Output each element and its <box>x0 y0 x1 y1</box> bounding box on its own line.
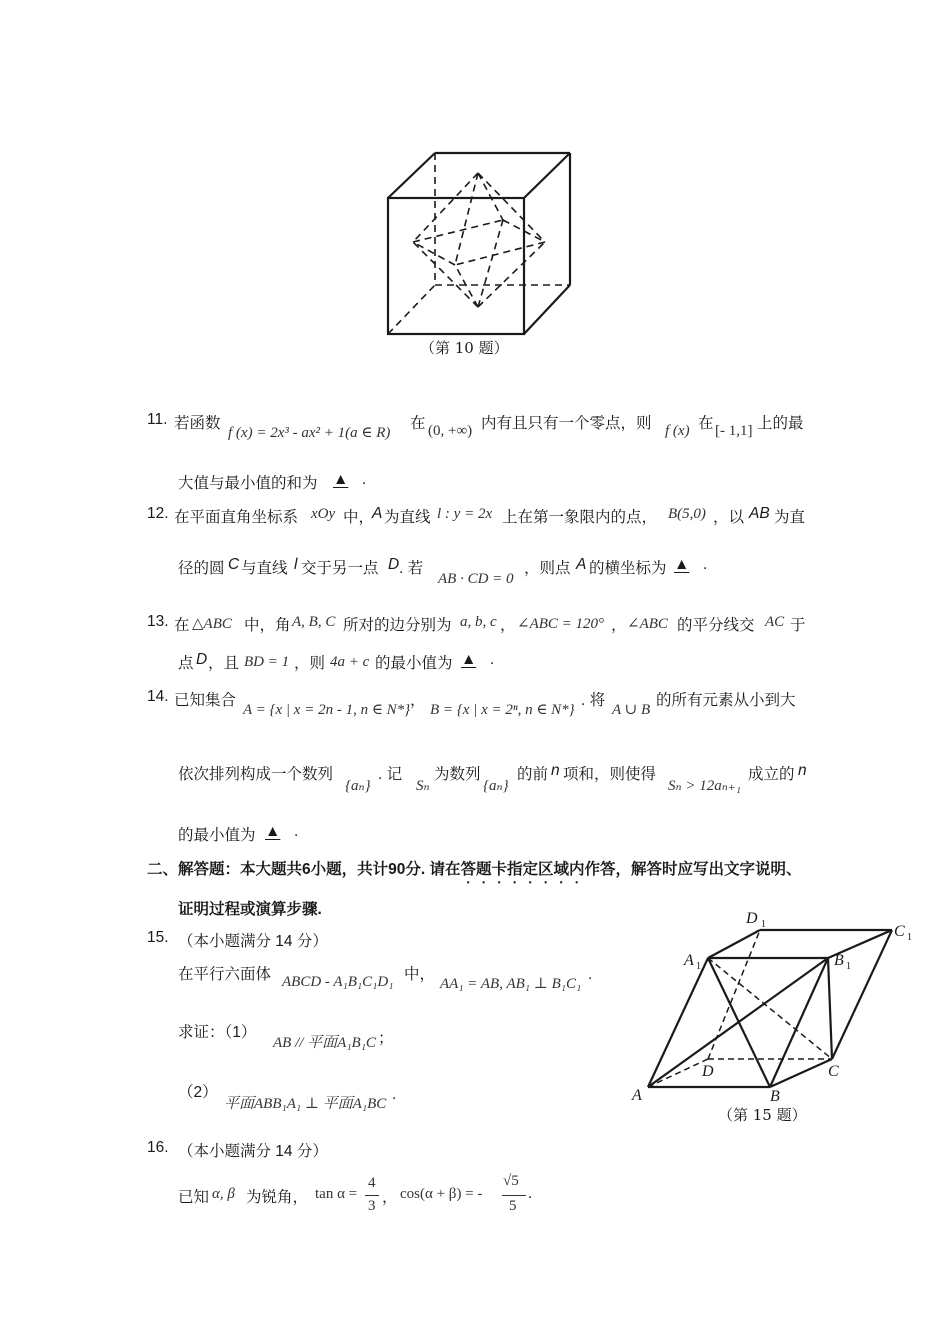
q12-circle-c: C <box>228 556 240 573</box>
q12-point-b: B(5,0) <box>668 506 706 522</box>
label-b: B <box>770 1088 780 1105</box>
q16-tan-denominator: 3 <box>368 1198 376 1214</box>
q15-dot: . <box>392 1086 397 1103</box>
q15-prove: 求证：（1） <box>178 1024 257 1041</box>
label-a1-sub: 1 <box>696 961 701 972</box>
q15-part-2: 平面ABB₁A₁ ⊥ 平面A₁BC <box>224 1096 387 1112</box>
q14-sequence-2: {aₙ} <box>483 778 509 794</box>
label-b1-sub: 1 <box>846 961 851 972</box>
q13-text-3: 所对的边分别为 <box>343 617 452 634</box>
part2-text-2: 作答，解答时应写出文字说明、 <box>584 861 802 878</box>
label-d1-sub: 1 <box>761 919 766 930</box>
q16-cos: cos(α + β) = - <box>400 1186 483 1202</box>
q13-bd: BD = 1 <box>244 654 290 670</box>
q16-text-2: 为锐角， <box>246 1189 309 1206</box>
label-d1: D <box>746 910 758 927</box>
q15-score: （本小题满分 14 分） <box>178 933 328 950</box>
q11-fx: f (x) <box>665 423 690 439</box>
q12-end: . <box>703 556 708 573</box>
q13-sides: a, b, c <box>460 614 497 630</box>
q13-point-d: D <box>196 651 208 668</box>
q15-part-1: AB // 平面A₁B₁C <box>273 1035 376 1051</box>
q11-text-5: 上的最 <box>757 415 804 432</box>
q12-number: 12. <box>147 505 169 522</box>
q14-union: A ∪ B <box>612 702 651 718</box>
q13-text-4: ， <box>500 617 516 634</box>
q12-point-a: A <box>372 505 383 522</box>
q11-answer-blank[interactable]: ▲ <box>333 471 349 488</box>
q16-cos-numerator: √5 <box>503 1173 519 1189</box>
q11-end: . <box>362 471 367 488</box>
q14-text-6: 为数列 <box>434 766 481 783</box>
q13-text-11: 的最小值为 <box>375 655 453 672</box>
q12-line-l: l <box>294 556 298 573</box>
label-b1: B <box>834 952 844 969</box>
label-c1-sub: 1 <box>907 932 912 943</box>
q16-tan-fraction-bar <box>365 1195 379 1196</box>
q13-number: 13. <box>147 613 169 630</box>
q15-number: 15. <box>147 929 169 946</box>
q14-text-3: 的所有元素从小到大 <box>656 692 796 709</box>
part2-text-1: 二、解答题：本大题共6小题，共计90分. 请在 <box>147 861 461 878</box>
q13-triangle: △ABC <box>192 616 232 632</box>
q14-number: 14. <box>147 688 169 705</box>
q16-score: （本小题满分 14 分） <box>178 1143 328 1160</box>
q14-sequence: {aₙ} <box>345 778 371 794</box>
q14-text-9: 成立的 <box>748 766 795 783</box>
q11-text-3: 内有且只有一个零点，则 <box>481 415 652 432</box>
q14-comma: ， <box>410 692 426 709</box>
q12-point-a-2: A <box>576 556 587 573</box>
q12-text-7: 径的圆 <box>178 560 225 577</box>
q12-text-12: 的横坐标为 <box>589 560 667 577</box>
q12-point-d: D <box>388 556 400 573</box>
label-a1: A <box>684 952 694 969</box>
q16-tan: tan α = <box>315 1186 358 1202</box>
q13-angles: A, B, C <box>292 614 336 630</box>
q12-text-2: 中， <box>343 509 375 526</box>
q12-text-5: ，以 <box>713 509 745 526</box>
q14-set-b: B = {x | x = 2ⁿ, n ∈ N*} <box>430 702 575 718</box>
figure-15-caption: （第 15 题） <box>718 1106 807 1124</box>
q13-text-9: ，且 <box>208 655 240 672</box>
q13-angle-abc: ∠ABC <box>627 616 668 632</box>
q11-interval: (0, +∞) <box>428 423 473 439</box>
q11-text-2: 在 <box>410 415 426 432</box>
q13-text-6: 的平分线交 <box>677 617 755 634</box>
q13-text-5: ， <box>611 617 627 634</box>
q11-function: f (x) = 2x³ - ax² + 1(a ∈ R) <box>228 425 391 441</box>
q13-text-10: ，则 <box>294 655 326 672</box>
q12-text-3: 为直线 <box>384 509 431 526</box>
q14-text-7: 的前 <box>517 766 549 783</box>
q12-xoy: xOy <box>311 506 336 522</box>
q16-text-1: 已知 <box>178 1189 210 1206</box>
label-c1: C <box>894 923 905 940</box>
q14-text-1: 已知集合 <box>174 692 237 709</box>
q14-n-2: n <box>798 762 807 779</box>
q12-ab: AB <box>749 505 770 522</box>
label-d: D <box>702 1063 714 1080</box>
part2-text-3: 证明过程或演算步骤. <box>178 901 322 918</box>
q16-tan-numerator: 4 <box>368 1175 376 1191</box>
q14-answer-blank[interactable]: ▲ <box>265 823 281 840</box>
q12-answer-blank[interactable]: ▲ <box>674 556 690 573</box>
q16-cos-denominator: 5 <box>509 1198 517 1214</box>
q12-line: l : y = 2x <box>437 506 493 522</box>
q14-text-8: 项和，则使得 <box>563 766 657 783</box>
q11-text-1: 若函数 <box>174 415 221 432</box>
q12-text-4: 上在第一象限内的点， <box>502 509 658 526</box>
q12-text-10: . 若 <box>399 560 424 577</box>
q12-text-9: 交于另一点 <box>301 560 379 577</box>
q13-expression: 4a + c <box>330 654 370 670</box>
q15-semicolon: ； <box>378 1030 394 1047</box>
q12-text-11: ，则点 <box>524 560 571 577</box>
q14-inequality: Sₙ > 12aₙ₊₁ <box>668 778 741 794</box>
figure-10-cube-octahedron <box>380 145 575 340</box>
q13-text-8: 点 <box>178 655 194 672</box>
figure-10-caption: （第 10 题） <box>420 339 509 357</box>
q13-answer-blank[interactable]: ▲ <box>461 651 477 668</box>
figure-15-parallelepiped <box>630 905 920 1105</box>
q15-text-2: 中， <box>404 966 436 983</box>
q14-sn: Sₙ <box>416 778 430 794</box>
q12-text-1: 在平面直角坐标系 <box>174 509 299 526</box>
q15-text-3: . <box>588 966 593 983</box>
q14-text-10: 的最小值为 <box>178 827 256 844</box>
q11-interval-2: [- 1,1] <box>715 423 753 439</box>
q13-text-2: 中，角 <box>244 617 291 634</box>
q11-number: 11. <box>147 411 168 428</box>
q15-part-2-label: （2） <box>178 1084 218 1101</box>
q13-angle-value: ∠ABC = 120° <box>517 616 605 632</box>
part2-dotted-text: 答题卡指定区域内 <box>460 861 585 878</box>
q15-solid: ABCD - A₁B₁C₁D₁ <box>282 974 394 990</box>
q14-end: . <box>294 823 299 840</box>
label-a: A <box>632 1087 642 1104</box>
q15-condition: AA₁ = AB, AB₁ ⊥ B₁C₁ <box>440 976 582 992</box>
q11-text-4: 在 <box>698 415 714 432</box>
q11-text-6: 大值与最小值的和为 <box>178 475 318 492</box>
q14-text-4: 依次排列构成一个数列 <box>178 766 334 783</box>
q12-text-6: 为直 <box>774 509 806 526</box>
part2-heading <box>147 857 802 887</box>
q12-text-8: 与直线 <box>241 560 288 577</box>
q14-text-5: . 记 <box>378 766 403 783</box>
q13-ac: AC <box>765 614 785 630</box>
q13-text-7: 于 <box>790 617 806 634</box>
q16-end: . <box>528 1185 533 1202</box>
q16-number: 16. <box>147 1139 169 1156</box>
label-c: C <box>828 1063 839 1080</box>
q16-comma: ， <box>382 1189 398 1206</box>
q13-text-1: 在 <box>174 617 190 634</box>
q16-alpha-beta: α, β <box>212 1186 235 1202</box>
q16-cos-fraction-bar <box>502 1195 526 1196</box>
q12-condition: AB · CD = 0 <box>438 571 514 587</box>
q13-end: . <box>490 651 495 668</box>
q14-set-a: A = {x | x = 2n - 1, n ∈ N*} <box>243 702 411 718</box>
q14-text-2: . 将 <box>581 692 606 709</box>
q15-text-1: 在平行六面体 <box>178 966 272 983</box>
q14-n: n <box>551 762 560 779</box>
